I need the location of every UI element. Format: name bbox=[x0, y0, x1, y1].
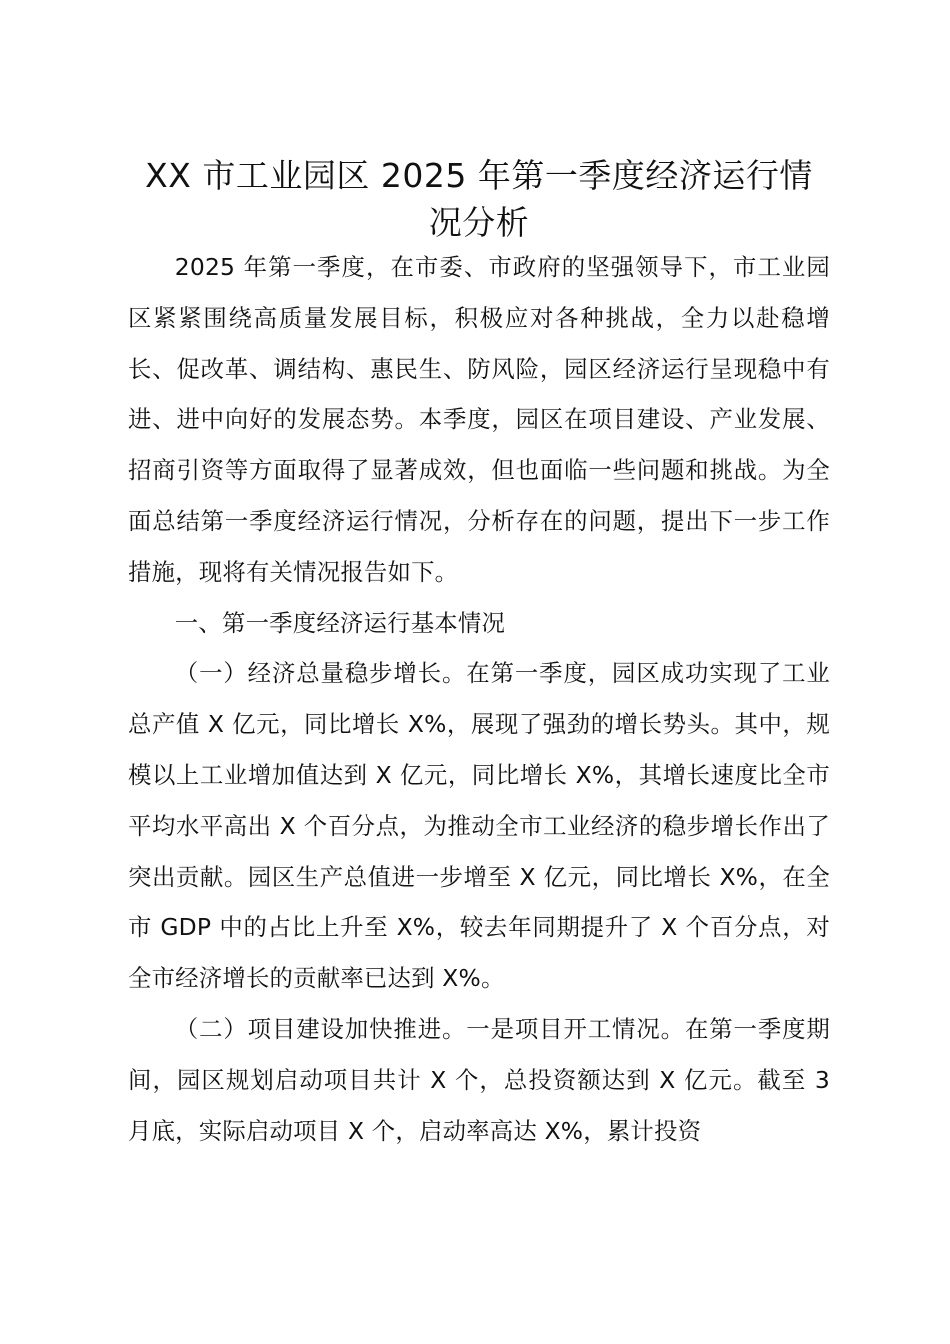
title-line-2: 况分析 bbox=[428, 203, 530, 242]
section-heading: 一、第一季度经济运行基本情况 bbox=[174, 608, 506, 637]
document-title bbox=[128, 152, 830, 246]
economic-total-paragraph: （一）经济总量稳步增长。在第一季度，园区成功实现了工业总产值 X 亿元，同比增长 X%，展现了强劲的增长势头。其中，规模以上工业增加值达到 X 亿元，同比增长 X%，其增长速度比全市平均水平高出 X 个百分点，为推动全市工业经济的稳步增长作出了突出贡献。园区生产总值进一步增至 X 亿元，同比增长 X%，在全市 GDP 中的占比上升至 X%，较去年同期提升了 X 个百分点，对全市经济增长的贡献率已达到 X%。 bbox=[128, 659, 830, 993]
document-body bbox=[128, 152, 830, 1156]
project-construction-paragraph: （二）项目建设加快推进。一是项目开工情况。在第一季度期间，园区规划启动项目共计 X 个，总投资额达到 X 亿元。截至 3 月底，实际启动项目 X 个，启动率高达 X%，累计投资 bbox=[128, 1014, 830, 1145]
title-line-1: XX 市工业园区 2025 年第一季度经济运行情 bbox=[145, 156, 813, 195]
intro-paragraph: 2025 年第一季度，在市委、市政府的坚强领导下，市工业园区紧紧围绕高质量发展目标，积极应对各种挑战，全力以赴稳增长、促改革、调结构、惠民生、防风险，园区经济运行呈现稳中有进、进中向好的发展态势。本季度，园区在项目建设、产业发展、招商引资等方面取得了显著成效，但也面临一些问题和挑战。为全面总结第一季度经济运行情况，分析存在的问题，提出下一步工作措施，现将有关情况报告如下。 bbox=[128, 253, 830, 586]
